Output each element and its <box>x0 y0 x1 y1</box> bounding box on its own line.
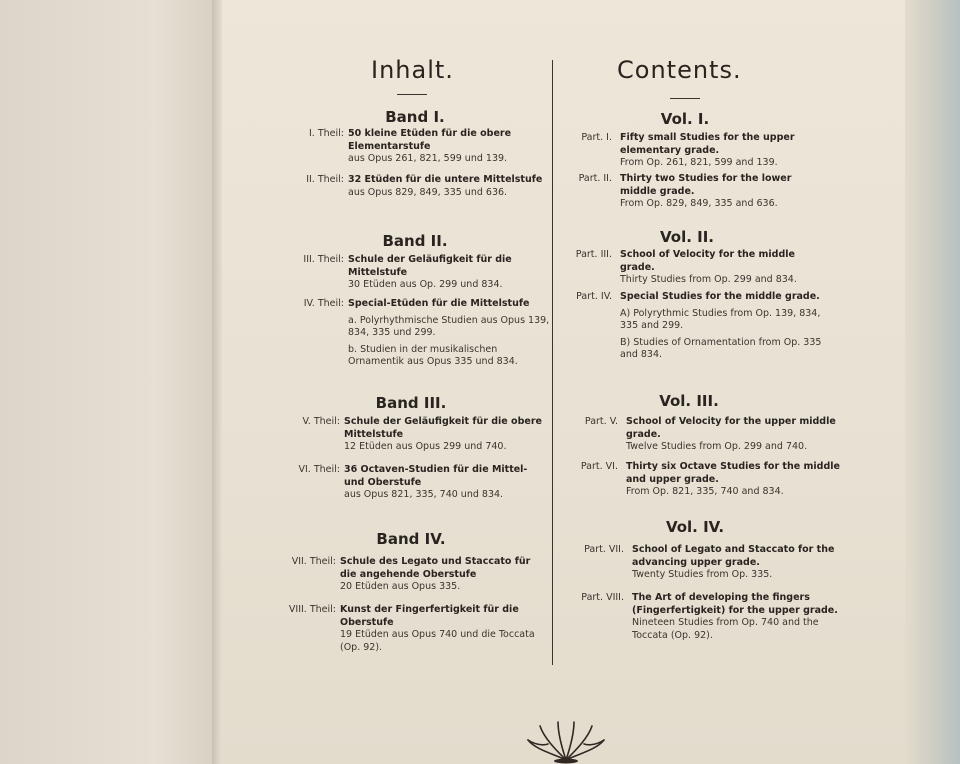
page-edge <box>905 0 960 764</box>
entry-title: School of Velocity for the upper middle grade. <box>626 416 836 440</box>
english-vol-1-heading: Vol. I. <box>660 110 710 128</box>
entry-title: Schule der Geläufigkeit für die Mittelstufe <box>348 254 512 278</box>
entry-source: aus Opus 821, 335, 740 und 834. <box>344 489 504 500</box>
entry-label: III. Theil: <box>303 254 344 265</box>
entry-label: V. Theil: <box>302 416 340 427</box>
entry-source: Twelve Studies from Op. 299 and 740. <box>626 441 808 452</box>
fan-ornament-icon <box>524 720 608 764</box>
entry-label: Part. IV. <box>576 291 612 302</box>
entry-title: Special Studies for the middle grade. <box>620 291 820 302</box>
english-vol-3-heading: Vol. III. <box>659 392 719 410</box>
entry-source: From Op. 261, 821, 599 and 139. <box>620 157 778 168</box>
entry-label: Part. VI. <box>580 461 618 472</box>
german-title: Inhalt. <box>371 56 454 84</box>
entry-source: Nineteen Studies from Op. 740 and the Toccata (Op. 92). <box>632 617 819 641</box>
entry-source: Thirty Studies from Op. 299 and 834. <box>620 274 797 285</box>
left-page <box>0 0 222 764</box>
entry-title: Fifty small Studies for the upper elementary grade. <box>620 132 795 156</box>
entry-title: Thirty two Studies for the lower middle grade. <box>620 173 792 197</box>
entry-subitem-a: A) Polyrythmic Studies from Op. 139, 834, 335 and 299. <box>620 307 821 331</box>
entry-title: Schule der Geläufigkeit für die obere Mittelstufe <box>344 416 542 440</box>
german-vol-1-heading: Band I. <box>385 108 445 126</box>
entry-source: 30 Etüden aus Op. 299 und 834. <box>348 279 503 290</box>
entry-label: Part. III. <box>575 249 612 260</box>
entry-title: 50 kleine Etüden für die obere Elementarstufe <box>348 128 512 152</box>
entry-title: Schule des Legato und Staccato für die angehende Oberstufe <box>340 556 531 580</box>
entry-label: I. Theil: <box>309 128 344 139</box>
entry-label: Part. II. <box>578 173 612 184</box>
entry-title: School of Velocity for the middle grade. <box>620 249 795 273</box>
entry-label: Part. VII. <box>584 544 624 555</box>
german-title-rule <box>397 94 427 95</box>
entry-label: Part. VIII. <box>581 592 624 603</box>
german-vol-3-heading: Band III. <box>375 394 447 412</box>
entry-title: Special-Etüden für die Mittelstufe <box>348 298 530 309</box>
entry-title: School of Legato and Staccato for the advancing upper grade. <box>632 544 835 568</box>
entry-source: 19 Etüden aus Opus 740 und die Toccata (Op. 92). <box>340 629 535 653</box>
entry-source: 12 Etüden aus Opus 299 und 740. <box>344 441 507 452</box>
entry-title: 36 Octaven-Studien für die Mittel- und Oberstufe <box>344 464 528 488</box>
entry-label: Part. V. <box>584 416 618 427</box>
entry-subitem-a: a. Polyrhythmische Studien aus Opus 139, 834, 335 und 299. <box>348 314 550 338</box>
entry-label: II. Theil: <box>306 174 344 185</box>
entry-label: VII. Theil: <box>291 556 336 567</box>
entry-source: Twenty Studies from Op. 335. <box>632 569 773 580</box>
entry-label: VIII. Theil: <box>288 604 336 615</box>
entry-subitem-b: B) Studies of Ornamentation from Op. 335 and 834. <box>620 336 822 360</box>
entry-subitem-b: b. Studien in der musikalischen Ornamentik aus Opus 335 und 834. <box>348 343 518 367</box>
english-title: Contents. <box>617 56 742 84</box>
column-divider <box>552 60 553 665</box>
german-vol-4-heading: Band IV. <box>376 530 446 548</box>
entry-label: IV. Theil: <box>303 298 344 309</box>
english-title-rule <box>670 98 700 99</box>
german-vol-2-heading: Band II. <box>382 232 448 250</box>
english-vol-4-heading: Vol. IV. <box>665 518 725 536</box>
entry-source: aus Opus 261, 821, 599 und 139. <box>348 153 508 164</box>
english-vol-2-heading: Vol. II. <box>659 228 715 246</box>
entry-source: 20 Etüden aus Opus 335. <box>340 581 461 592</box>
entry-label: Part. I. <box>581 132 612 143</box>
entry-source: aus Opus 829, 849, 335 und 636. <box>348 186 508 198</box>
entry-title: Thirty six Octave Studies for the middle and upper grade. <box>626 461 840 485</box>
entry-source: From Op. 821, 335, 740 and 834. <box>626 486 784 497</box>
contents-page <box>222 0 922 764</box>
entry-label: VI. Theil: <box>298 464 340 475</box>
entry-title: The Art of developing the fingers (Fingerfertigkeit) for the upper grade. <box>632 592 838 616</box>
entry-source: From Op. 829, 849, 335 and 636. <box>620 198 778 209</box>
entry-title: 32 Etüden für die untere Mittelstufe <box>348 174 543 185</box>
entry-title: Kunst der Fingerfertigkeit für die Oberstufe <box>340 604 519 628</box>
